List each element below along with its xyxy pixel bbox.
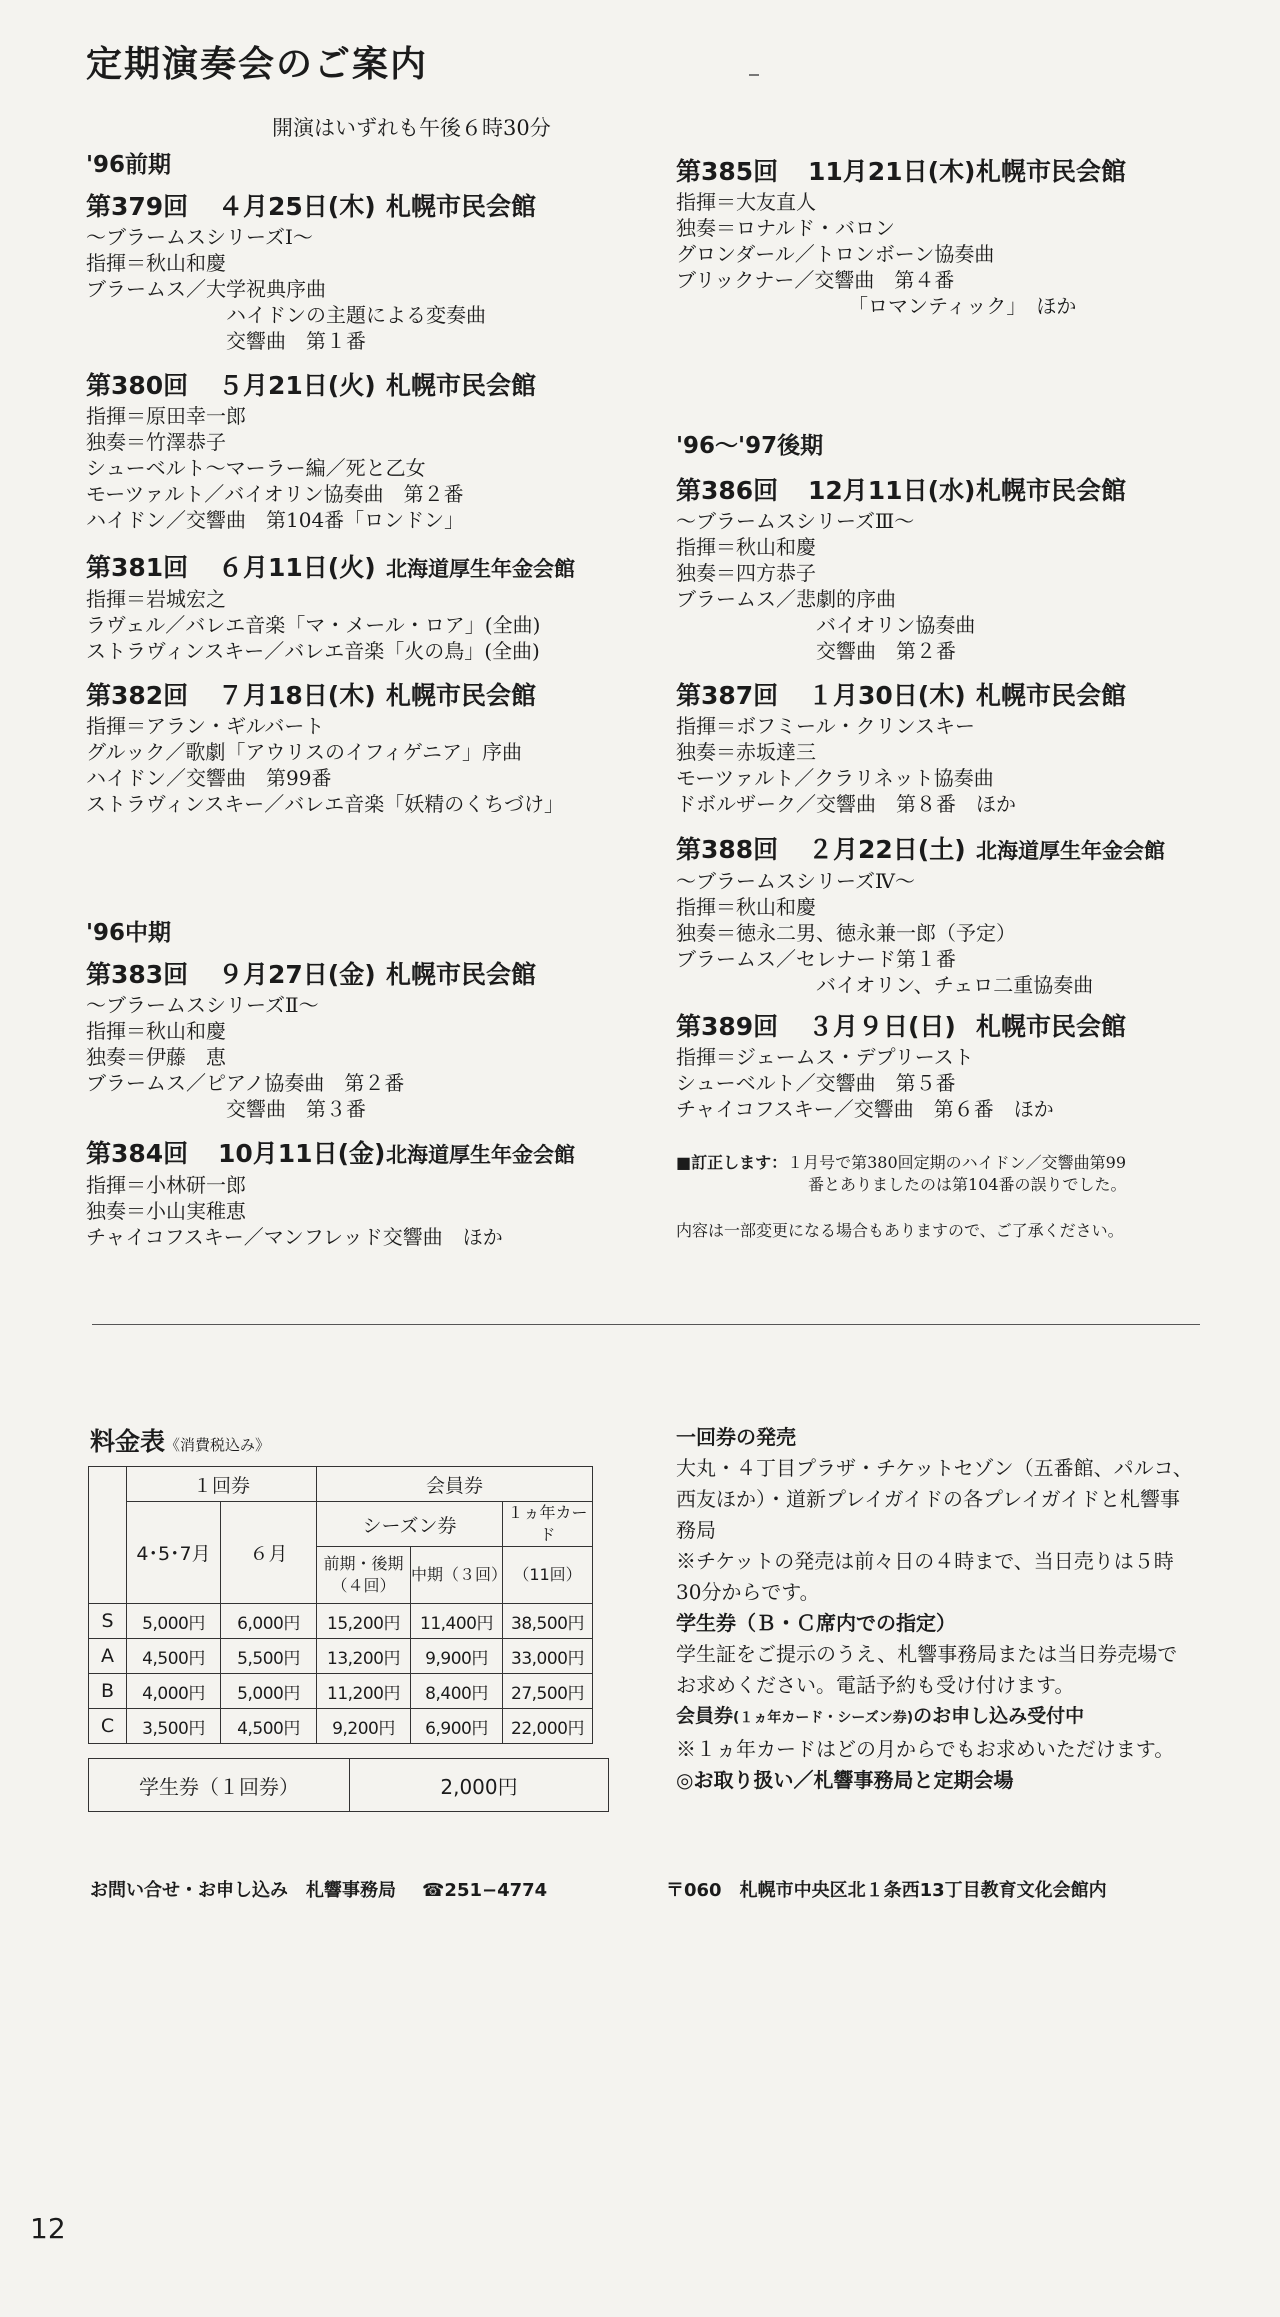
program-line: 「ロマンティック」 ほか <box>848 294 1077 318</box>
student-ticket-label: 学生券（１回券） <box>89 1759 350 1812</box>
sales-outlets: 大丸・４丁目プラザ・チケットセゾン（五番館、パルコ、西友ほか）・道新プレイガイドの各プレイガイドと札響事務局 <box>676 1456 1193 1542</box>
program-line: チャイコフスキー／交響曲 第６番 ほか <box>676 1097 1054 1121</box>
concert-number: 第384回 <box>86 1139 189 1168</box>
concert-number: 第389回 <box>676 1012 779 1041</box>
program-line: ストラヴィンスキー／バレエ音楽「火の鳥」(全曲) <box>86 639 540 663</box>
program-line: シューベルト〜マーラー編／死と乙女 <box>86 456 426 480</box>
concert-382 <box>86 679 564 817</box>
price-cell: 22,000円 <box>503 1709 593 1744</box>
price-cell: 5,000円 <box>221 1674 317 1709</box>
price-header-row <box>89 1502 593 1547</box>
season-heading-late: '96〜'97後期 <box>676 433 824 459</box>
concert-header <box>86 551 575 586</box>
program-line: ブリックナー／交響曲 第４番 <box>676 268 955 292</box>
conductor-line: 指揮＝ジェームス・デプリースト <box>676 1045 974 1069</box>
series-line: 〜ブラームスシリーズⅡ〜 <box>86 993 319 1017</box>
series-line: 〜ブラームスシリーズⅠ〜 <box>86 225 313 249</box>
season-heading-mid: '96中期 <box>86 920 172 946</box>
soloist-line: 独奏＝徳永二男、徳永兼一郎（予定） <box>676 921 1016 945</box>
price-row <box>89 1639 593 1674</box>
concert-number: 第388回 <box>676 835 779 864</box>
soloist-line: 独奏＝伊藤 恵 <box>86 1045 226 1069</box>
price-cell: 11,200円 <box>317 1674 411 1709</box>
concert-date: 12月11日(水) <box>808 476 976 505</box>
student-ticket-table <box>88 1758 609 1812</box>
col-6-header: ６月 <box>221 1502 317 1604</box>
concert-384 <box>86 1137 575 1250</box>
concert-venue: 札幌市民会館 <box>386 681 537 710</box>
correction-text-cont: 番とありましたのは第104番の誤りでした。 <box>808 1175 1127 1194</box>
price-cell: 3,500円 <box>127 1709 221 1744</box>
conductor-line: 指揮＝小林研一郎 <box>86 1173 246 1197</box>
changes-note: 内容は一部変更になる場合もありますので、ご了承ください。 <box>676 1221 1124 1240</box>
series-line: 〜ブラームスシリーズⅣ〜 <box>676 869 915 893</box>
concert-header <box>86 679 564 713</box>
correction-label: ■訂正します： <box>676 1153 788 1172</box>
contact-info <box>90 1876 1200 1902</box>
soloist-line: 独奏＝四方恭子 <box>676 561 816 585</box>
member-heading-c: のお申し込み受付中 <box>913 1705 1085 1727</box>
concert-385 <box>676 155 1126 319</box>
year-card-header: １ヵ年カード <box>503 1502 593 1547</box>
conductor-line: 指揮＝秋山和慶 <box>676 895 816 919</box>
concert-date: ９月27日(金) <box>218 960 376 989</box>
col-mid-header: 中期（３回） <box>411 1547 503 1604</box>
program-line: チャイコフスキー／マンフレッド交響曲 ほか <box>86 1225 503 1249</box>
student-ticket-heading: 学生券（Ｂ・Ｃ席内での指定） <box>676 1611 956 1635</box>
conductor-line: 指揮＝ボフミール・クリンスキー <box>676 714 975 738</box>
concert-venue: 北海道厚生年金会館 <box>386 1143 575 1167</box>
program-line: ラヴェル／バレエ音楽「マ・メール・ロア」(全曲) <box>86 613 541 637</box>
concert-header <box>676 679 1126 713</box>
concert-venue: 北海道厚生年金会館 <box>976 839 1165 863</box>
price-cell: 6,000円 <box>221 1604 317 1639</box>
seat-class: A <box>89 1639 127 1674</box>
program-line: グロンダール／トロンボーン協奏曲 <box>676 242 995 266</box>
page-title: 定期演奏会のご案内 <box>86 44 429 85</box>
sales-heading: 一回券の発売 <box>676 1425 796 1449</box>
concert-date: ３月９日(日) <box>808 1012 956 1041</box>
program-line: バイオリン協奏曲 <box>816 613 976 637</box>
price-cell: 4,000円 <box>127 1674 221 1709</box>
concert-date: ２月22日(土) <box>808 835 966 864</box>
series-line: 〜ブラームスシリーズⅢ〜 <box>676 509 915 533</box>
concert-389 <box>676 1010 1126 1122</box>
member-ticket-heading <box>676 1701 1196 1734</box>
program-line: 交響曲 第１番 <box>226 329 366 353</box>
concert-header <box>676 155 1126 189</box>
section-divider <box>92 1324 1200 1325</box>
price-cell: 8,400円 <box>411 1674 503 1709</box>
concert-number: 第381回 <box>86 553 189 582</box>
concert-header <box>86 958 536 992</box>
conductor-line: 指揮＝大友直人 <box>676 190 816 214</box>
concert-venue: 札幌市民会館 <box>976 1012 1127 1041</box>
sales-note: ※チケットの発売は前々日の４時まで、当日売りは５時30分からです。 <box>676 1549 1174 1604</box>
price-cell: 9,200円 <box>317 1709 411 1744</box>
correction-text: １月号で第380回定期のハイドン／交響曲第99 <box>787 1153 1127 1172</box>
conductor-line: 指揮＝秋山和慶 <box>86 1019 226 1043</box>
concert-venue: 札幌市民会館 <box>976 476 1127 505</box>
contact-address: 〒060 札幌市中央区北１条西13丁目教育文化会館内 <box>666 1880 1107 1901</box>
concert-number: 第386回 <box>676 476 779 505</box>
concert-date: 11月21日(木) <box>808 157 976 186</box>
price-title-text: 料金表 <box>90 1427 166 1456</box>
member-heading-b: (１ヵ年カード・シーズン券) <box>733 1710 914 1726</box>
print-mark <box>749 74 759 76</box>
price-cell: 38,500円 <box>503 1604 593 1639</box>
price-cell: 33,000円 <box>503 1639 593 1674</box>
price-cell: 4,500円 <box>221 1709 317 1744</box>
program-line: シューベルト／交響曲 第５番 <box>676 1071 956 1095</box>
program-line: モーツァルト／バイオリン協奏曲 第２番 <box>86 482 464 506</box>
price-cell: 5,500円 <box>221 1639 317 1674</box>
conductor-line: 指揮＝アラン・ギルバート <box>86 714 325 738</box>
concert-venue: 札幌市民会館 <box>976 157 1127 186</box>
concert-379 <box>86 190 536 354</box>
season-ticket-header: シーズン券 <box>317 1502 503 1547</box>
concert-number: 第385回 <box>676 157 779 186</box>
seat-class: S <box>89 1604 127 1639</box>
program-line: ブラームス／大学祝典序曲 <box>86 277 326 301</box>
soloist-line: 独奏＝竹澤恭子 <box>86 430 226 454</box>
seat-class: C <box>89 1709 127 1744</box>
concert-number: 第387回 <box>676 681 779 710</box>
concert-header <box>676 833 1165 868</box>
concert-388 <box>676 833 1165 998</box>
concert-header <box>86 369 536 403</box>
col-early-header: 前期・後期（４回） <box>317 1547 411 1604</box>
student-ticket-info: 学生証をご提示のうえ、札響事務局または当日券売場でお求めください。電話予約も受け付けます。 <box>676 1642 1178 1697</box>
concert-number: 第382回 <box>86 681 189 710</box>
concert-venue: 札幌市民会館 <box>386 960 537 989</box>
season-heading-early: '96前期 <box>86 152 172 178</box>
conductor-line: 指揮＝秋山和慶 <box>86 251 226 275</box>
seat-class: B <box>89 1674 127 1709</box>
concert-387 <box>676 679 1126 817</box>
concert-venue: 札幌市民会館 <box>386 192 537 221</box>
soloist-line: 独奏＝小山実稚恵 <box>86 1199 246 1223</box>
seat-header-cell <box>89 1467 127 1604</box>
price-cell: 5,000円 <box>127 1604 221 1639</box>
program-line: ストラヴィンスキー／バレエ音楽「妖精のくちづけ」 <box>86 792 564 816</box>
concert-383 <box>86 958 536 1122</box>
price-row <box>89 1674 593 1709</box>
price-cell: 9,900円 <box>411 1639 503 1674</box>
price-table-title <box>90 1422 270 1458</box>
price-header-row <box>89 1467 593 1502</box>
member-ticket-info: ※１ヵ年カードはどの月からでもお求めいただけます。 <box>676 1737 1175 1761</box>
student-ticket-price: 2,000円 <box>350 1759 609 1812</box>
program-line: 交響曲 第２番 <box>816 639 956 663</box>
program-line: バイオリン、チェロ二重協奏曲 <box>816 973 1094 997</box>
start-time-note: 開演はいずれも午後６時30分 <box>272 116 551 140</box>
concert-386 <box>676 474 1126 664</box>
contact-label: お問い合せ・お申し込み 札響事務局 <box>90 1880 396 1901</box>
col-457-header: 4･5･7月 <box>127 1502 221 1604</box>
price-cell: 4,500円 <box>127 1639 221 1674</box>
concert-date: ６月11日(火) <box>218 553 376 582</box>
program-line: ドボルザーク／交響曲 第８番 ほか <box>676 792 1016 816</box>
program-line: ブラームス／ピアノ協奏曲 第２番 <box>86 1071 405 1095</box>
ticket-sales-info <box>676 1422 1196 1796</box>
concert-header <box>676 1010 1126 1044</box>
soloist-line: 独奏＝赤坂達三 <box>676 740 816 764</box>
program-line: 交響曲 第３番 <box>226 1097 366 1121</box>
program-line: ハイドンの主題による変奏曲 <box>226 303 486 327</box>
program-line: モーツァルト／クラリネット協奏曲 <box>676 766 994 790</box>
conductor-line: 指揮＝秋山和慶 <box>676 535 816 559</box>
price-table <box>88 1466 593 1744</box>
concert-date: ７月18日(木) <box>218 681 376 710</box>
correction-notice <box>676 1152 1196 1196</box>
handling-info: ◎お取り扱い／札響事務局と定期会場 <box>676 1768 1014 1792</box>
conductor-line: 指揮＝原田幸一郎 <box>86 404 246 428</box>
price-row <box>89 1604 593 1639</box>
concert-header <box>676 474 1126 508</box>
program-line: ブラームス／セレナード第１番 <box>676 947 956 971</box>
price-cell: 15,200円 <box>317 1604 411 1639</box>
program-line: ブラームス／悲劇的序曲 <box>676 587 896 611</box>
page-number: 12 <box>30 2212 66 2245</box>
concert-date: ４月25日(木) <box>218 192 376 221</box>
price-cell: 6,900円 <box>411 1709 503 1744</box>
concert-venue: 札幌市民会館 <box>976 681 1127 710</box>
concert-venue: 北海道厚生年金会館 <box>386 557 575 581</box>
program-line: グルック／歌劇「アウリスのイフィゲニア」序曲 <box>86 740 522 764</box>
tax-note: 《消費税込み》 <box>165 1436 271 1454</box>
soloist-line: 独奏＝ロナルド・バロン <box>676 216 895 240</box>
concert-date: ５月21日(火) <box>218 371 376 400</box>
price-cell: 27,500円 <box>503 1674 593 1709</box>
col-card-header: （11回） <box>503 1547 593 1604</box>
concert-header <box>86 1137 575 1172</box>
conductor-line: 指揮＝岩城宏之 <box>86 587 226 611</box>
price-cell: 11,400円 <box>411 1604 503 1639</box>
program-line: ハイドン／交響曲 第104番「ロンドン」 <box>86 508 465 532</box>
member-ticket-header: 会員券 <box>317 1467 593 1502</box>
member-heading-a: 会員券 <box>676 1705 734 1727</box>
concert-381 <box>86 551 575 664</box>
concert-date: 10月11日(金) <box>218 1139 386 1168</box>
price-row <box>89 1709 593 1744</box>
program-line: ハイドン／交響曲 第99番 <box>86 766 332 790</box>
contact-phone: ☎251−4774 <box>422 1880 548 1901</box>
concert-number: 第383回 <box>86 960 189 989</box>
concert-header <box>86 190 536 224</box>
concert-number: 第380回 <box>86 371 189 400</box>
concert-number: 第379回 <box>86 192 189 221</box>
student-ticket-row <box>89 1759 609 1812</box>
concert-date: １月30日(木) <box>808 681 966 710</box>
concert-venue: 札幌市民会館 <box>386 371 537 400</box>
concert-380 <box>86 369 536 533</box>
price-cell: 13,200円 <box>317 1639 411 1674</box>
single-ticket-header: １回券 <box>127 1467 317 1502</box>
